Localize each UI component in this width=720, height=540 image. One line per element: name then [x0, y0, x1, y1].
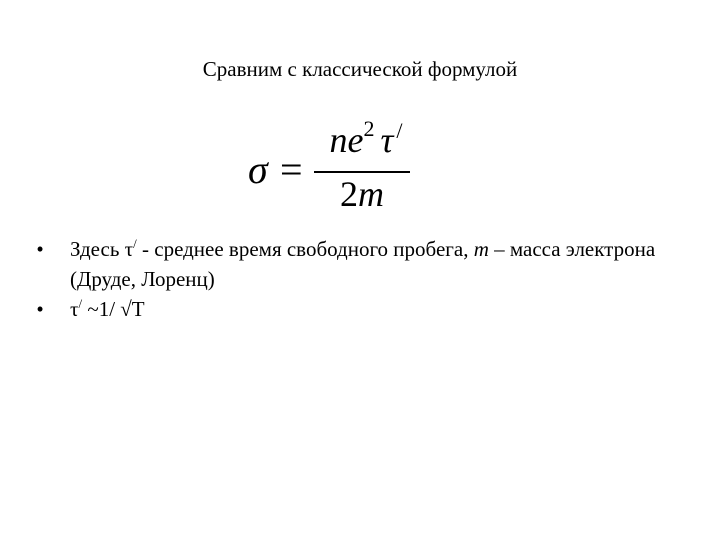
bullet-marker: • — [36, 237, 44, 261]
bullet-item-definition — [30, 234, 670, 294]
drude-conductivity-formula — [248, 112, 448, 222]
bullet-text: - среднее время свободного пробега, — [136, 237, 474, 261]
bullet-marker: • — [36, 297, 44, 321]
tau-prime: / — [78, 296, 83, 311]
bullet-text: – масса электрона (Друде, Лоренц) — [70, 237, 656, 291]
tau-prime: / — [133, 236, 137, 251]
formula-denominator — [314, 174, 410, 214]
bullet-text: ~1/ √T — [82, 297, 145, 321]
bullet-text: Здесь τ — [70, 237, 134, 261]
mass-symbol: m — [473, 237, 489, 261]
formula-tau: τ — [380, 120, 394, 160]
formula-sigma: σ — [248, 147, 268, 192]
formula-e: e — [347, 120, 364, 160]
formula-m: m — [358, 174, 384, 214]
formula-numerator — [316, 116, 416, 160]
formula-equals: = — [280, 147, 303, 192]
bullet-text: τ — [70, 297, 79, 321]
formula-tau-prime: / — [396, 118, 403, 143]
formula-den-coeff: 2 — [340, 174, 358, 214]
formula-exponent: 2 — [363, 116, 375, 141]
bullet-list — [30, 234, 670, 324]
fraction-bar — [314, 171, 410, 173]
bullet-item-dependence — [30, 294, 670, 324]
slide-title: Сравним с классической формулой — [202, 57, 518, 81]
formula-n: n — [329, 120, 348, 160]
